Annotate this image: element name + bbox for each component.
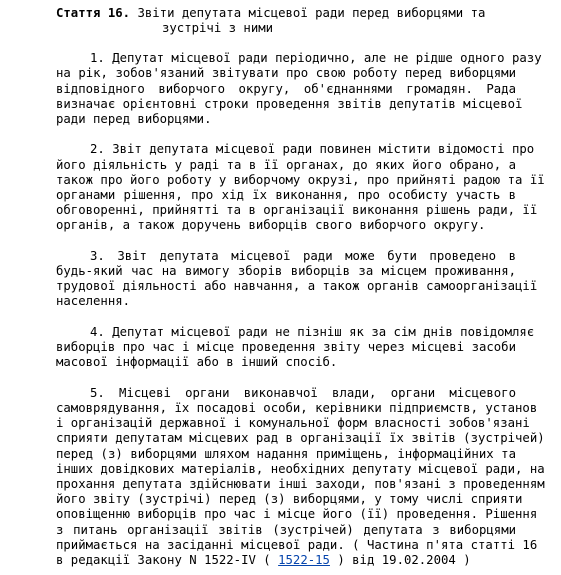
- paragraph-5-line-10: з питань організації звітів (зустрічей) депутата з виборцями: [56, 522, 516, 537]
- paragraph-2-line-1: 2. Звіт депутата місцевої ради повинен містити відомості про: [90, 142, 535, 157]
- paragraph-1-line-3: відповідного виборчого округу, об'єднаннями громадян. Рада: [56, 81, 516, 96]
- paragraph-5-line-8: його звіту (зустрічі) перед (з) виборцями, у тому числі сприяти: [56, 492, 523, 507]
- paragraph-4-line-1: 4. Депутат місцевої ради не пізніш як за сім днів повідомляє: [90, 324, 535, 339]
- paragraph-3-line-3: трудової діяльності або навчання, а також органів самоорганізації: [56, 279, 538, 294]
- paragraph-5-line-2: самоврядування, їх посадові особи, керівники підприємств, установ: [56, 400, 538, 415]
- paragraph-5-amendment-note: [56, 552, 516, 569]
- paragraph-5-line-7: прохання депутата здійснювати інші заходи, пов'язані з проведенням: [56, 477, 545, 491]
- paragraph-2-line-5: обговоренні, прийнятті та в організації виконання рішень ради, її: [56, 203, 538, 218]
- paragraph-1-line-5: ради перед виборцями.: [56, 111, 212, 126]
- paragraph-3-line-1: 3. Звіт депутата місцевої ради може бути проведено в: [90, 248, 516, 263]
- article-title-line-1: Звіти депутата місцевої ради перед виборцями та: [137, 5, 486, 20]
- paragraph-1-line-4: визначає орієнтовні строки проведення звітів депутатів місцевої: [56, 96, 523, 111]
- article-number: Стаття 16.: [56, 5, 131, 20]
- paragraph-5-line-4: сприяти депутатам місцевих рад в організації їх звітів (зустрічей): [56, 431, 545, 446]
- paragraph-5-line-6: інших довідкових матеріалів, необхідних депутату місцевої ради, на: [56, 461, 545, 476]
- paragraph-4-line-3: масової інформації або в інший спосіб.: [56, 355, 338, 370]
- paragraph-1-line-1: 1. Депутат місцевої ради періодично, але не рідше одного разу: [90, 51, 542, 66]
- amendment-note-suffix: ) від 19.02.2004 ): [329, 553, 471, 567]
- paragraph-3-line-2: будь-який час на вимогу зборів виборців за місцем проживання,: [56, 264, 516, 278]
- law-reference-link[interactable]: 1522-15: [278, 553, 330, 567]
- paragraph-5-line-5: перед (з) виборцями шляхом надання приміщень, інформаційних та: [56, 446, 516, 461]
- article-title-line-2: зустрічі з ними: [162, 20, 274, 35]
- amendment-note-prefix: в редакції Закону N 1522-IV (: [56, 553, 279, 567]
- paragraph-2-line-6: органів, а також доручень виборців свого виборчого округу.: [56, 218, 486, 233]
- paragraph-3-line-4: населення.: [56, 294, 131, 309]
- paragraph-4-line-2: виборців про час і місце проведення звіту через місцеві засоби: [56, 340, 516, 355]
- paragraph-1-line-2: на рік, зобов'язаний звітувати про свою роботу перед виборцями: [56, 66, 516, 81]
- paragraph-2-line-4: органами рішення, про хід їх виконання, про особисту участь в: [56, 188, 516, 202]
- paragraph-5-line-9: оповіщенню виборців про час і місце його (її) проведення. Рішення: [56, 507, 538, 522]
- paragraph-5-line-3: і організацій державної і комунальної форм власності зобов'язані: [56, 416, 530, 431]
- paragraph-5-line-1: 5. Місцеві органи виконавчої влади, органи місцевого: [90, 385, 516, 400]
- paragraph-2-line-2: його діяльність у раді та в її органах, до яких його обрано, а: [56, 157, 516, 172]
- paragraph-2-line-3: також про його роботу у виборчому окрузі, про прийняті радою та її: [56, 172, 545, 187]
- paragraph-5-line-11: приймається на засіданні місцевої ради. ( Частина п'ята статті 16: [56, 537, 538, 552]
